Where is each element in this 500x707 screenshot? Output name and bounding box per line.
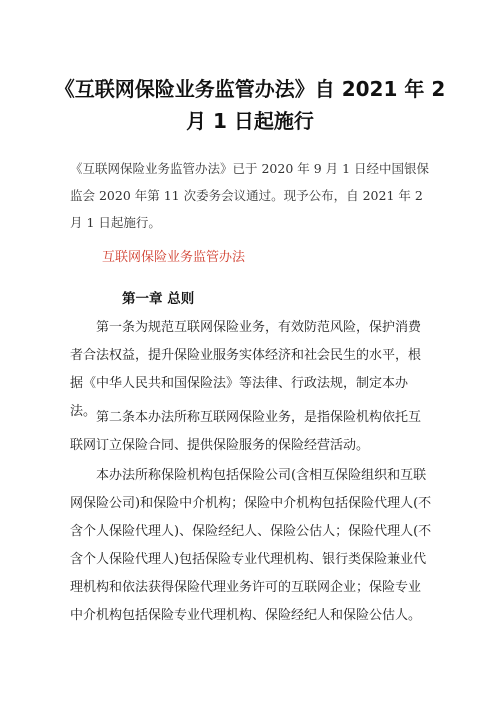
article-1-paragraph: 第一条为规范互联网保险业务，有效防范风险，保护消费者合法权益，提升保险业服务实体经济和社会民生的水平，根据《中华人民共和国保险法》等法律、行政法规，制定本办法。 (70, 320, 422, 419)
chapter-heading: 第一章 总则 (122, 291, 195, 307)
intro-paragraph: 《互联网保险业务监管办法》已于 2020 年 9 月 1 日经中国银保监会 2020 年第 11 次委务会议通过。现予公布，自 2021 年 2 月 1 日起施行。 (70, 161, 430, 230)
institutions-paragraph: 本办法所称保险机构包括保险公司(含相互保险组织和互联网保险公司)和保险中介机构；保险中介机构包括保险代理人(不含个人保险代理人)、保险经纪人、保险公估人；保险代理人(不含个人保险代理人)包括保险专业代理机构、银行类保险兼业代理机构和依法获得保险代理业务许可的互联网企业；保险专业中介机构包括保险专业代理机构、保险经纪人和保险公估人。 (70, 468, 432, 623)
document-title-line-1: 《互联网保险业务监管办法》自 2021 年 2 (54, 77, 446, 101)
article-2-paragraph: 第二条本办法所称互联网保险业务，是指保险机构依托互联网订立保险合同、提供保险服务的保险经营活动。 (70, 410, 422, 453)
document-title-line-2: 月 1 日起施行 (186, 109, 314, 133)
law-title: 互联网保险业务监管办法 (102, 250, 246, 265)
